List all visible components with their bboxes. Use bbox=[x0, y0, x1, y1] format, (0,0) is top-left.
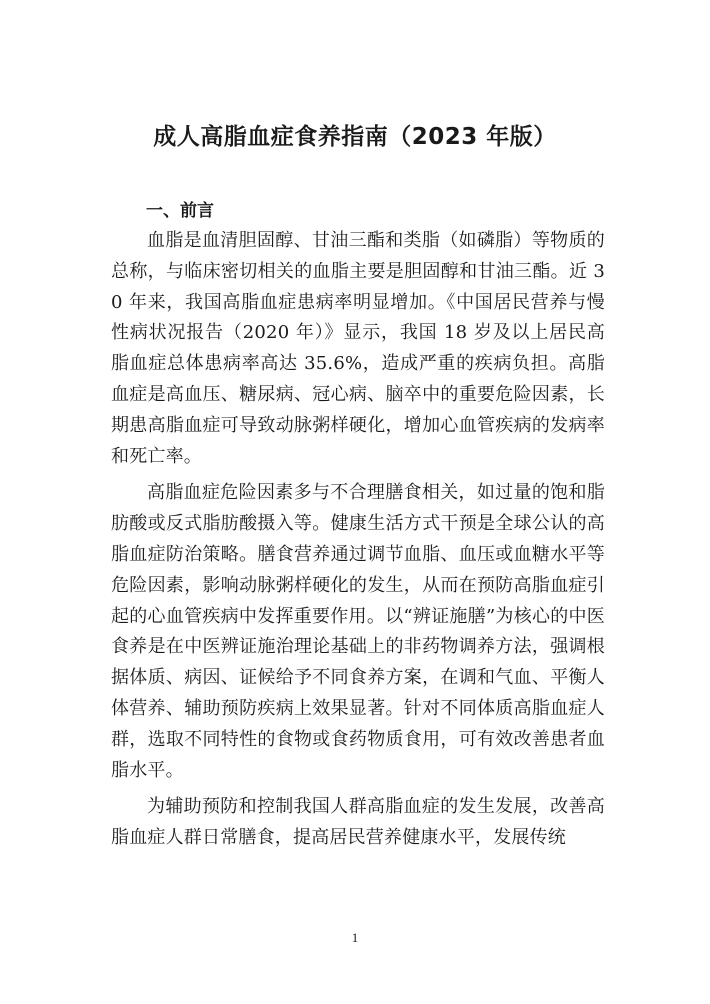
document-body bbox=[111, 226, 605, 860]
paragraph-2: 高脂血症危险因素多与不合理膳食相关，如过量的饱和脂肪酸或反式脂肪酸摄入等。健康生活方式干预是全球公认的高脂血症防治策略。膳食营养通过调节血脂、血压或血糖水平等危险因素，影响动脉粥样硬化的发生，从而在预防高脂血症引起的心血管疾病中发挥重要作用。以“辨证施膳”为核心的中医食养是在中医辨证施治理论基础上的非药物调养方法，强调根据体质、病因、证候给予不同食养方案，在调和气血、平衡人体营养、辅助预防疾病上效果显著。针对不同体质高脂血症人群，选取不同特性的食物或食药物质食用，可有效改善患者血脂水平。 bbox=[111, 482, 605, 781]
page-number: 1 bbox=[351, 930, 359, 945]
section-heading: 一、前言 bbox=[146, 201, 214, 221]
paragraph-3: 为辅助预防和控制我国人群高脂血症的发生发展，改善高脂血症人群日常膳食，提高居民营养健康水平，发展传统 bbox=[111, 796, 605, 849]
paragraph-1: 血脂是血清胆固醇、甘油三酯和类脂（如磷脂）等物质的总称，与临床密切相关的血脂主要是胆固醇和甘油三酯。近 30 年来，我国高脂血症患病率明显增加。《中国居民营养与慢性病状况报告（2020 年）》显示，我国 18 岁及以上居民高脂血症总体患病率高达 35.6%，造成严重的疾病负担。高脂血症是高血压、糖尿病、冠心病、脑卒中的重要危险因素，长期患高脂血症可导致动脉粥样硬化，增加心血管疾病的发病率和死亡率。 bbox=[111, 230, 605, 467]
document-title: 成人高脂血症食养指南（2023 年版） bbox=[153, 124, 557, 150]
